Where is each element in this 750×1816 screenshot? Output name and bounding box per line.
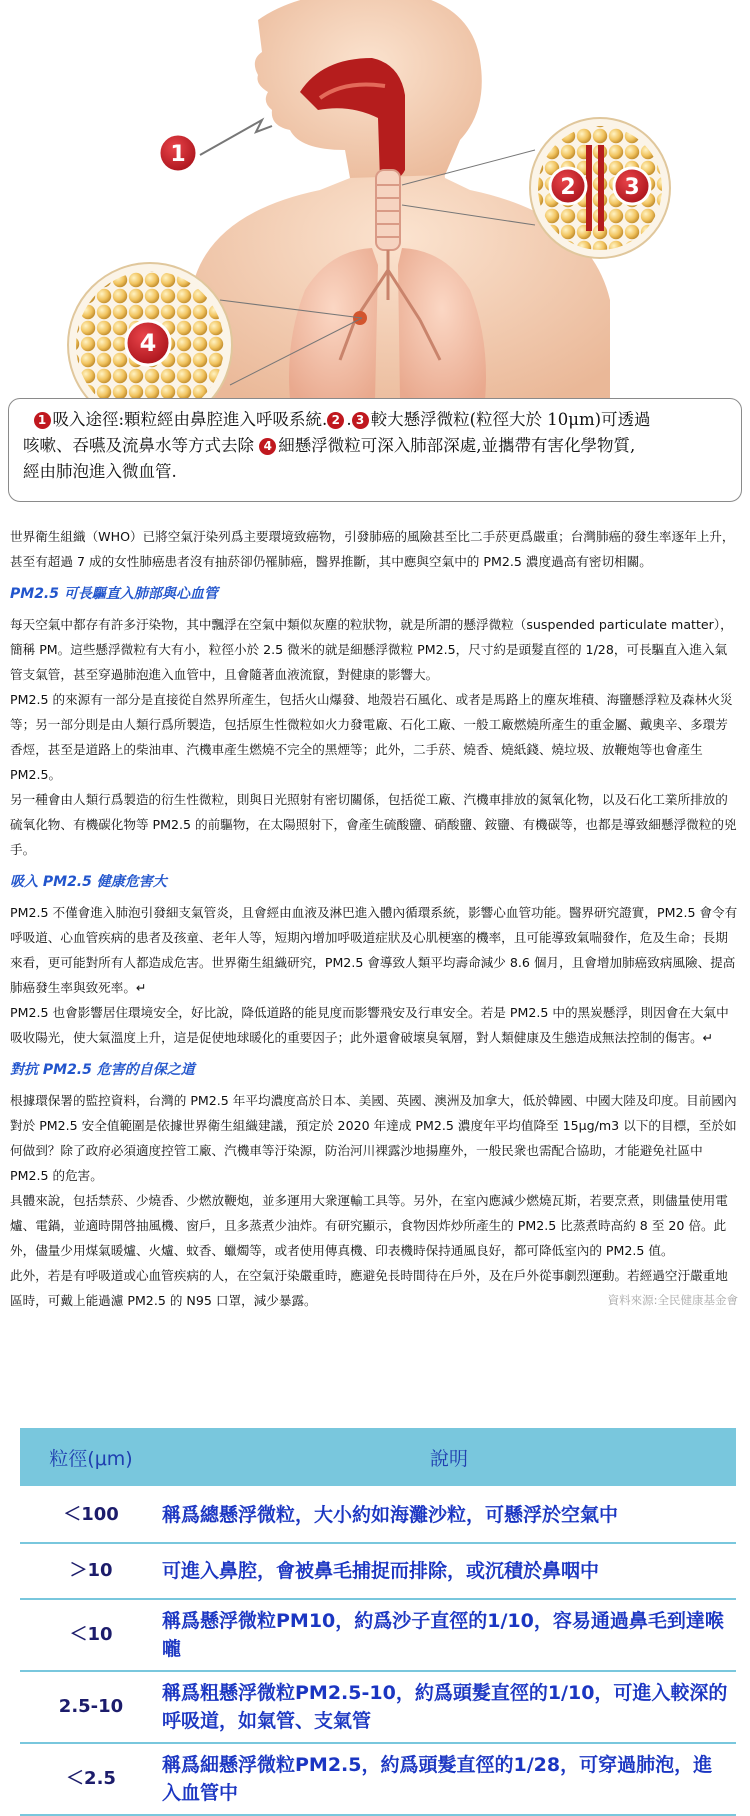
description-cell: 稱爲細懸浮微粒PM2.5，約爲頭髮直徑的1/28，可穿過肺泡，進入血管中 xyxy=(162,1743,736,1815)
particle-size-table xyxy=(20,1428,736,1816)
caption-text: 吸入途徑:顆粒經由鼻腔進入呼吸系統. xyxy=(52,410,328,429)
section3-paragraph-3-text: 此外，若是有呼吸道或心血管疾病的人，在空氣汙染嚴重時，應避免長時間待在戶外，及在戶外從事劇烈運動。若經過空汙嚴重地區時，可戴上能過濾 PM2.5 的 N95 口罩，減少暴露。 xyxy=(10,1268,728,1308)
caption-separator: . xyxy=(346,410,352,429)
description-cell: 稱爲總懸浮微粒，大小約如海灘沙粒，可懸浮於空氣中 xyxy=(162,1487,736,1543)
section3-paragraph-2: 具體來說，包括禁菸、少燒香、少燃放鞭炮，並多運用大衆運輸工具等。另外，在室內應減少燃燒瓦斯，若要烹煮，則儘量使用電爐、電鍋，並適時開啓抽風機、窗戶，且多蒸煮少油炸。有研究顯示，食物因炸炒所產生的 PM2.5 比蒸煮時高約 8 至 20 倍。此外，儘量少用煤氣暖爐、火爐、蚊香、蠟燭等，或者使用傳真機、印表機時保持通風良好，都可降低室內的 PM2.5 值。 xyxy=(10,1193,728,1258)
marker-3 xyxy=(614,168,650,204)
description-cell: 稱爲懸浮微粒PM10，約爲沙子直徑的1/10，容易通過鼻毛到達喉嚨 xyxy=(162,1599,736,1671)
section2-paragraph-2: PM2.5 也會影響居住環境安全，好比說，降低道路的能見度而影響飛安及行車安全。若是 PM2.5 中的黑炭懸浮，則因會在大氣中吸收陽光，使大氣溫度上升，這是促使地球暖化的重要因子；此外還會破壞臭氧層，對人類健康及生態造成無法控制的傷害。↵ xyxy=(10,1005,729,1045)
caption-line-2 xyxy=(23,433,727,459)
caption-line-1 xyxy=(23,407,727,433)
description-cell: 可進入鼻腔，會被鼻毛捕捉而排除，或沉積於鼻咽中 xyxy=(162,1543,736,1599)
caption-text: 較大懸浮微粒(粒徑大於 10μm)可透過 xyxy=(370,410,651,429)
size-cell: ＞10 xyxy=(20,1543,162,1599)
section1-paragraph-2: PM2.5 的來源有一部分是直接從自然界所產生，包括火山爆發、地殼岩石風化、或者是馬路上的塵灰堆積、海鹽懸浮粒及森林火災等；另一部分則是由人類行爲所製造，包括原生性微粒如火力發電廠、石化工廠、一般工廠燃燒所產生的重金屬、戴奧辛、多環芳香烴，甚至是道路上的柴油車、汽機車產生燃燒不完全的黑煙等；此外，二手菸、燒香、燒紙錢、燒垃圾、放鞭炮等也會產生 PM2.5。 xyxy=(10,692,733,782)
size-cell: ＜10 xyxy=(20,1599,162,1671)
respiratory-diagram-svg xyxy=(0,0,750,400)
column-header-description: 說明 xyxy=(162,1428,736,1487)
section3-paragraph-1: 根據環保署的監控資料，台灣的 PM2.5 年平均濃度高於日本、美國、英國、澳洲及加拿大，低於韓國、中國大陸及印度。目前國內對於 PM2.5 安全值範圍是依據世界衛生組織建議，預定於 2020 年達成 PM2.5 濃度年平均值降至 15μg/m3 以下的目標，至於如何做到？除了政府必須適度控管工廠、汽機車等汙染源，防治河川裸露沙地揚塵外，一般民衆也需配合協助，才能避免社區中 PM2.5 的危害。 xyxy=(10,1093,737,1183)
illustration-caption xyxy=(8,398,742,502)
table-row xyxy=(20,1671,736,1743)
section-heading-self-protection: 對抗 PM2.5 危害的自保之道 xyxy=(10,1062,195,1078)
section-heading-health-hazard: 吸入 PM2.5 健康危害大 xyxy=(10,874,167,890)
section2-paragraph-1: PM2.5 不僅會進入肺泡引發細支氣管炎，且會經由血液及淋巴進入體內循環系統，影響心血管功能。醫界研究證實，PM2.5 會令有呼吸道、心血管疾病的患者及孩童、老年人等，短期內增加呼吸道症狀及心肌梗塞的機率，且可能導致氣喘發作，危及生命；長期來看，更可能對所有人都造成危害。世界衛生組織研究，PM2.5 會導致人類平均壽命減少 8.6 個月，且會增加肺癌致病風險、提高肺癌發生率與致死率。↵ xyxy=(10,905,738,995)
description-cell: 稱爲粗懸浮微粒PM2.5-10，約爲頭髮直徑的1/10，可進入較深的呼吸道，如氣管、支氣管 xyxy=(162,1671,736,1743)
svg-text:1: 1 xyxy=(170,142,186,167)
marker-2 xyxy=(550,168,586,204)
column-header-size: 粒徑(μm) xyxy=(20,1428,162,1487)
table-row xyxy=(20,1543,736,1599)
caption-badge-2: 2 xyxy=(327,412,344,429)
table-row xyxy=(20,1487,736,1543)
caption-badge-1: 1 xyxy=(34,412,51,429)
size-cell: ＜100 xyxy=(20,1487,162,1543)
caption-text: 細懸浮微粒可深入肺部深處,並攜帶有害化學物質, xyxy=(278,436,636,455)
caption-badge-3: 3 xyxy=(352,412,369,429)
section1-paragraph-1: 每天空氣中都存有許多汙染物，其中飄浮在空氣中類似灰塵的粒狀物，就是所謂的懸浮微粒（suspended particulate matter），簡稱 PM。這些懸浮微粒有大有小，粒徑小於 2.5 微米的就是細懸浮微粒 PM2.5，尺寸約是頭髮直徑的 1/28，可長驅直入進入氣管支氣管，甚至穿過肺泡進入血管中，且會隨著血液流竄，對健康的影響大。 xyxy=(10,617,733,682)
table-row xyxy=(20,1743,736,1815)
intro-paragraph: 世界衛生組織（WHO）已將空氣汙染列爲主要環境致癌物，引發肺癌的風險甚至比二手菸更爲嚴重；台灣肺癌的發生率逐年上升，甚至有超過 7 成的女性肺癌患者沒有抽菸卻仍罹肺癌，醫界推斷，其中應與空氣中的 PM2.5 濃度過高有密切相關。 xyxy=(10,529,735,569)
source-credit: 資料來源:全民健康基金會 xyxy=(607,1293,738,1307)
marker-1 xyxy=(159,134,197,172)
svg-text:2: 2 xyxy=(560,175,576,200)
size-cell: ＜2.5 xyxy=(20,1743,162,1815)
caption-line-3 xyxy=(23,459,727,485)
caption-text: 咳嗽、吞嚥及流鼻水等方式去除 xyxy=(23,436,254,455)
svg-text:4: 4 xyxy=(139,329,157,357)
table-header-row xyxy=(20,1428,736,1487)
marker-4 xyxy=(126,321,170,365)
caption-text: 經由肺泡進入微血管. xyxy=(23,462,177,481)
inhale-arrow xyxy=(200,120,272,155)
respiratory-illustration xyxy=(0,0,750,400)
section-heading-lung-cardio: PM2.5 可長驅直入肺部與心血管 xyxy=(10,586,218,602)
section3-paragraph-3 xyxy=(10,1263,738,1313)
size-cell: 2.5-10 xyxy=(20,1671,162,1743)
svg-text:3: 3 xyxy=(624,175,640,200)
table-row xyxy=(20,1599,736,1671)
caption-badge-4: 4 xyxy=(259,438,276,455)
section1-paragraph-3: 另一種會由人類行爲製造的衍生性微粒，則與日光照射有密切關係，包括從工廠、汽機車排放的氮氧化物，以及石化工業所排放的硫氧化物、有機碳化物等 PM2.5 的前驅物，在太陽照射下，會產生硫酸鹽、硝酸鹽、銨鹽、有機碳等，也都是導致細懸浮微粒的兇手。 xyxy=(10,792,737,857)
article-body xyxy=(10,524,738,1313)
